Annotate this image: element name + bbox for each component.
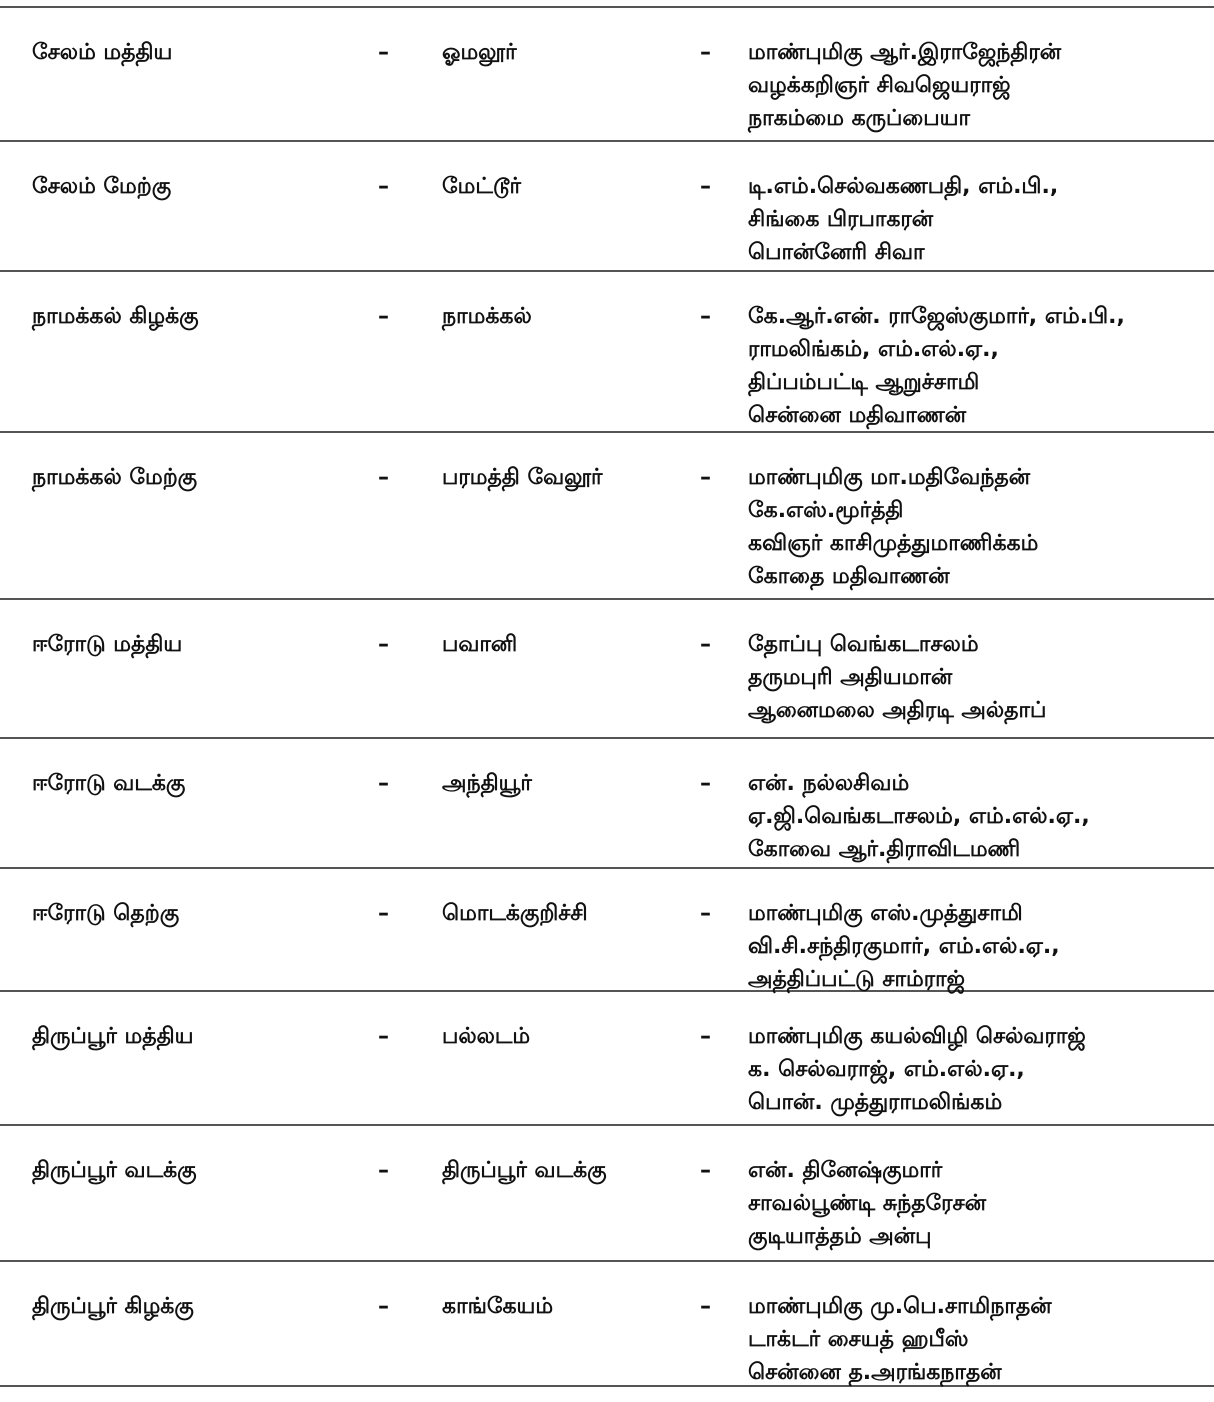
- row-divider: [0, 867, 1214, 869]
- person-name: பொன்னேரி சிவா: [748, 240, 925, 265]
- district-name: நாமக்கல் கிழக்கு: [32, 304, 199, 329]
- person-name: க. செல்வராஜ், எம்.எல்.ஏ.,: [748, 1057, 1025, 1082]
- person-name: மாண்புமிகு எஸ்.முத்துசாமி: [748, 901, 1023, 926]
- person-name: என். நல்லசிவம்: [748, 771, 910, 796]
- separator-dash: –: [378, 1294, 389, 1319]
- person-name: சாவல்பூண்டி சுந்தரேசன்: [748, 1191, 987, 1216]
- separator-dash: –: [700, 771, 711, 796]
- person-name: மாண்புமிகு ஆர்.இராஜேந்திரன்: [748, 40, 1062, 65]
- row-divider: [0, 1260, 1214, 1262]
- names-list: [748, 1154, 1208, 1253]
- person-name: வி.சி.சந்திரகுமார், எம்.எல்.ஏ.,: [748, 934, 1060, 959]
- person-name: தோப்பு வெங்கடாசலம்: [748, 632, 979, 657]
- names-list: [748, 897, 1208, 996]
- person-name: ஆனைமலை அதிரடி அல்தாப்: [748, 698, 1047, 723]
- separator-dash: –: [378, 632, 389, 657]
- separator-dash: –: [378, 771, 389, 796]
- person-name: மாண்புமிகு கயல்விழி செல்வராஜ்: [748, 1024, 1086, 1049]
- person-name: திப்பம்பட்டி ஆறுச்சாமி: [748, 370, 980, 395]
- names-list: [748, 461, 1208, 593]
- district-name: திருப்பூர் கிழக்கு: [32, 1294, 194, 1319]
- district-name: திருப்பூர் வடக்கு: [32, 1158, 197, 1183]
- district-name: நாமக்கல் மேற்கு: [32, 465, 198, 490]
- separator-dash: –: [700, 632, 711, 657]
- names-list: [748, 628, 1208, 727]
- constituency-name: ஓமலூர்: [442, 40, 517, 65]
- person-name: வழக்கறிஞர் சிவஜெயராஜ்: [748, 73, 1011, 98]
- person-name: சிங்கை பிரபாகரன்: [748, 207, 934, 232]
- separator-dash: –: [378, 304, 389, 329]
- separator-dash: –: [700, 901, 711, 926]
- row-divider: [0, 6, 1214, 8]
- separator-dash: –: [700, 1024, 711, 1049]
- separator-dash: –: [378, 901, 389, 926]
- person-name: ராமலிங்கம், எம்.எல்.ஏ.,: [748, 337, 999, 362]
- separator-dash: –: [700, 40, 711, 65]
- names-list: [748, 1020, 1208, 1119]
- names-list: [748, 36, 1208, 135]
- person-name: அத்திப்பட்டு சாம்ராஜ்: [748, 967, 965, 992]
- names-list: [748, 767, 1208, 866]
- person-name: என். தினேஷ்குமார்: [748, 1158, 943, 1183]
- row-divider: [0, 737, 1214, 739]
- separator-dash: –: [378, 1158, 389, 1183]
- names-list: [748, 1290, 1208, 1389]
- row-divider: [0, 270, 1214, 272]
- separator-dash: –: [700, 304, 711, 329]
- separator-dash: –: [700, 1158, 711, 1183]
- person-name: பொன். முத்துராமலிங்கம்: [748, 1090, 1003, 1115]
- separator-dash: –: [378, 174, 389, 199]
- person-name: டாக்டர் சையத் ஹபீஸ்: [748, 1327, 969, 1352]
- constituency-name: மேட்டூர்: [442, 174, 522, 199]
- constituency-name: நாமக்கல்: [442, 304, 532, 329]
- names-list: [748, 300, 1208, 432]
- person-name: மாண்புமிகு மா.மதிவேந்தன்: [748, 465, 1031, 490]
- person-name: நாகம்மை கருப்பையா: [748, 106, 970, 131]
- person-name: டி.எம்.செல்வகணபதி, எம்.பி.,: [748, 174, 1059, 199]
- constituency-name: பல்லடம்: [442, 1024, 531, 1049]
- person-name: மாண்புமிகு மு.பெ.சாமிநாதன்: [748, 1294, 1052, 1319]
- row-divider: [0, 140, 1214, 142]
- constituency-name: அந்தியூர்: [442, 771, 532, 796]
- constituency-name: காங்கேயம்: [442, 1294, 554, 1319]
- person-name: சென்னை த.அரங்கநாதன்: [748, 1360, 1002, 1385]
- separator-dash: –: [700, 1294, 711, 1319]
- person-name: குடியாத்தம் அன்பு: [748, 1224, 932, 1249]
- district-name: ஈரோடு தெற்கு: [32, 901, 180, 926]
- person-name: தருமபுரி அதியமான்: [748, 665, 953, 690]
- names-list: [748, 170, 1208, 269]
- separator-dash: –: [700, 465, 711, 490]
- person-name: கே.எஸ்.மூர்த்தி: [748, 498, 904, 523]
- row-divider: [0, 598, 1214, 600]
- separator-dash: –: [378, 1024, 389, 1049]
- district-name: ஈரோடு மத்திய: [32, 632, 183, 657]
- person-name: கவிஞர் காசிமுத்துமாணிக்கம்: [748, 531, 1039, 556]
- constituency-name: மொடக்குறிச்சி: [442, 901, 588, 926]
- district-name: ஈரோடு வடக்கு: [32, 771, 186, 796]
- row-divider: [0, 1124, 1214, 1126]
- district-name: சேலம் மேற்கு: [32, 174, 172, 199]
- separator-dash: –: [378, 465, 389, 490]
- district-name: திருப்பூர் மத்திய: [32, 1024, 194, 1049]
- constituency-name: திருப்பூர் வடக்கு: [442, 1158, 607, 1183]
- person-name: கோதை மதிவாணன்: [748, 564, 950, 589]
- separator-dash: –: [700, 174, 711, 199]
- district-name: சேலம் மத்திய: [32, 40, 173, 65]
- constituency-name: பரமத்தி வேலூர்: [442, 465, 603, 490]
- person-name: கே.ஆர்.என். ராஜேஸ்குமார், எம்.பி.,: [748, 304, 1125, 329]
- constituency-name: பவானி: [442, 632, 518, 657]
- person-name: ஏ.ஜி.வெங்கடாசலம், எம்.எல்.ஏ.,: [748, 804, 1090, 829]
- person-name: சென்னை மதிவாணன்: [748, 403, 967, 428]
- person-name: கோவை ஆர்.திராவிடமணி: [748, 837, 1021, 862]
- separator-dash: –: [378, 40, 389, 65]
